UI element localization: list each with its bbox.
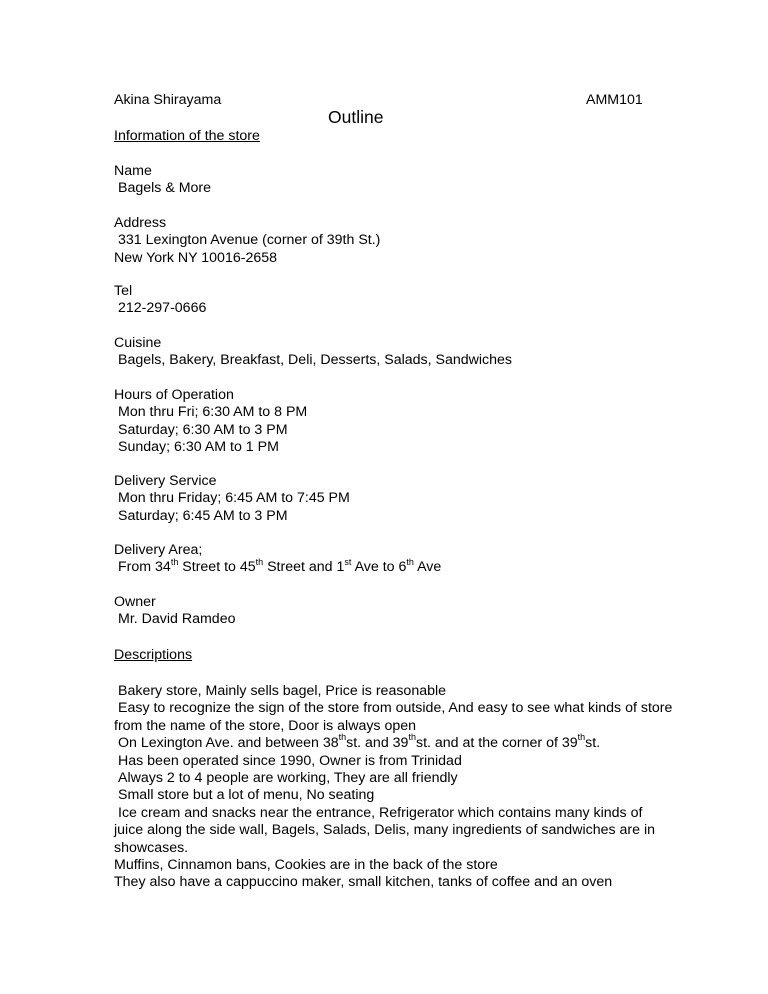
description-item: On Lexington Ave. and between 38thst. and 39thst. and at the corner of 39thst.	[118, 732, 601, 752]
delivery-service-line: Mon thru Friday; 6:45 AM to 7:45 PM	[118, 490, 350, 507]
hours-line: Saturday; 6:30 AM to 3 PM	[118, 421, 288, 438]
delivery-area-section	[114, 542, 441, 577]
page-title: Outline	[328, 107, 384, 127]
description-item: Bakery store, Mainly sells bagel, Price is reasonable	[118, 683, 447, 699]
address-label: Address	[114, 215, 167, 231]
hours-label: Hours of Operation	[114, 387, 234, 403]
descriptions-list	[114, 683, 674, 892]
info-heading: Information of the store	[114, 128, 260, 144]
description-item: Muffins, Cinnamon bans, Cookies are in the back of the store	[114, 857, 498, 874]
tel-label: Tel	[114, 283, 133, 299]
description-item: Ice cream and snacks near the entrance, Refrigerator which contains many kinds of juice along the side wall, Bagels, Salads, Delis, many ingredients of sandwiches are in showcases.	[114, 804, 655, 856]
owner-value: Mr. David Ramdeo	[118, 611, 236, 628]
name-label: Name	[114, 163, 152, 179]
name-section	[114, 163, 211, 198]
cuisine-value: Bagels, Bakery, Breakfast, Deli, Desserts, Salads, Sandwiches	[118, 352, 513, 369]
delivery-area-label: Delivery Area;	[114, 542, 203, 558]
description-item: Always 2 to 4 people are working, They are all friendly	[118, 770, 458, 787]
owner-label: Owner	[114, 594, 156, 610]
description-item: They also have a cappuccino maker, small kitchen, tanks of coffee and an oven	[114, 874, 613, 891]
cuisine-section	[114, 335, 512, 370]
description-item: Small store but a lot of menu, No seating	[118, 787, 375, 804]
description-item: Easy to recognize the sign of the store from outside, And easy to see what kinds of store from the name of the store, Door is always open	[114, 700, 673, 734]
delivery-area-value: From 34th Street to 45th Street and 1st Ave to 6th Ave	[118, 556, 442, 576]
tel-value: 212-297-0666	[118, 300, 207, 317]
description-item: Has been operated since 1990, Owner is from Trinidad	[118, 752, 462, 769]
cuisine-label: Cuisine	[114, 335, 162, 351]
delivery-service-label: Delivery Service	[114, 473, 217, 489]
delivery-service-line: Saturday; 6:45 AM to 3 PM	[118, 507, 288, 524]
tel-section	[114, 283, 206, 318]
owner-section	[114, 594, 235, 629]
delivery-service-section	[114, 473, 350, 525]
name-value: Bagels & More	[118, 180, 212, 197]
address-line2: New York NY 10016-2658	[114, 249, 278, 266]
descriptions-heading: Descriptions	[114, 647, 193, 663]
hours-line: Sunday; 6:30 AM to 1 PM	[118, 439, 279, 456]
course-code: AMM101	[586, 92, 643, 108]
author-name: Akina Shirayama	[114, 92, 222, 108]
address-section	[114, 215, 380, 267]
hours-section	[114, 387, 307, 457]
hours-line: Mon thru Fri; 6:30 AM to 8 PM	[118, 404, 308, 421]
address-line1: 331 Lexington Avenue (corner of 39th St.)	[118, 232, 381, 249]
